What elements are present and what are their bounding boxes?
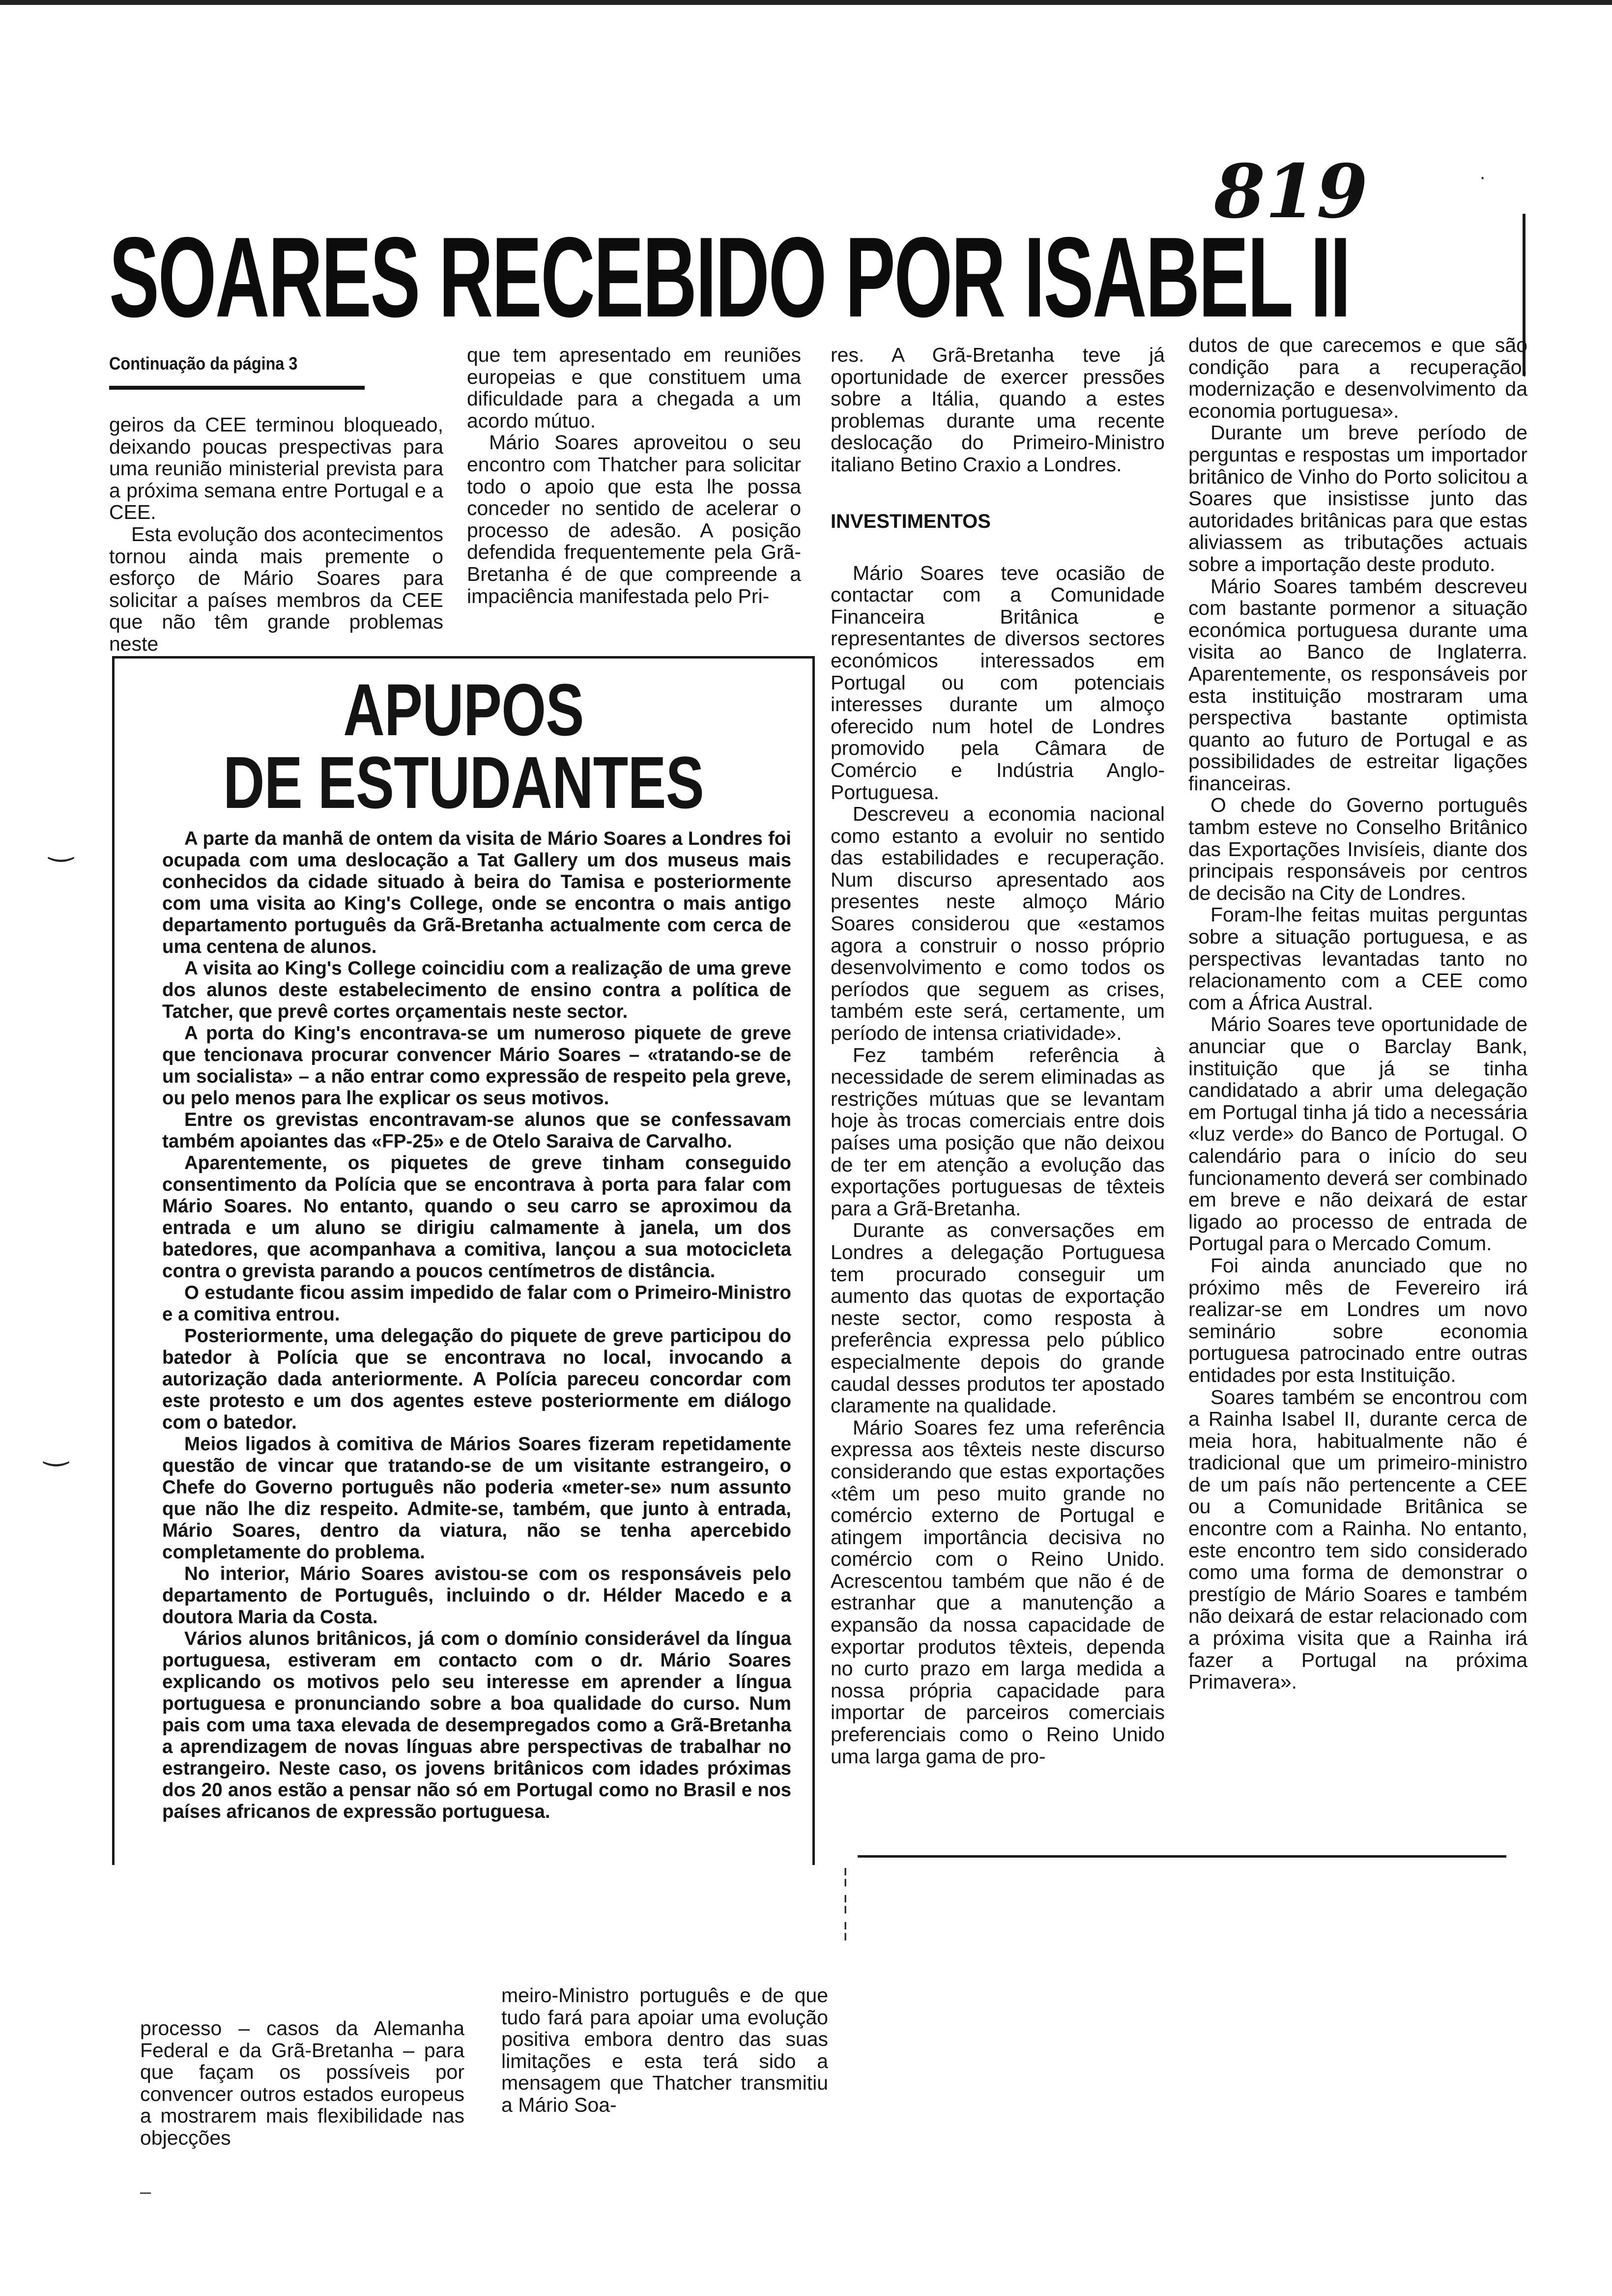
paragraph: A visita ao King's College coincidiu com a realização de uma greve dos alunos deste estabelecimento de ensino contra a política de Tatcher, que prevê cortes orçamentais neste sector. <box>162 958 791 1022</box>
paragraph: dutos de que carecemos e que são condição para a recuperação, modernização e desenvolvimento da economia portuguesa». <box>1188 334 1527 422</box>
paragraph: Durante um breve período de perguntas e respostas um importador britânico de Vinho do Porto solicitou a Soares que insistisse junto das autoridades britânicas para que estas aliviassem as tributações actuais sobre a importação deste produto. <box>1188 421 1527 575</box>
column-3 <box>831 344 1165 1767</box>
paragraph: A porta do King's encontrava-se um numeroso piquete de greve que tencionava procurar convencer Mário Soares – «tratando-se de um socialista» – a não entrar como expressão de respeito pela greve, ou pelo menos para lhe explicar os seus motivos. <box>162 1023 791 1109</box>
headline: SOARES RECEBIDO POR ISABEL II <box>109 214 1350 341</box>
paragraph: Posteriormente, uma delegação do piquete de greve participou do batedor à Polícia que se encontrava no local, invocando a autorização dada anteriormente. A Polícia pareceu concordar com este protesto e um dos agentes esteve posteriormente em diálogo com o batedor. <box>162 1325 791 1433</box>
paragraph: res. A Grã-Bretanha teve já oportunidade de exercer pressões sobre a Itália, quando a estes problemas durante uma recente deslocação do Primeiro-Ministro italiano Betino Craxio a Londres. <box>831 344 1165 476</box>
paragraph: Mário Soares teve oportunidade de anunciar que o Barclay Bank, instituição que já se tinha candidatado a abrir uma delegação em Portugal tinha já tido a necessária «luz verde» do Banco de Portugal. O calendário para o início do seu funcionamento deverá ser combinado em breve e não deixará de estar ligado ao processo de entrada de Portugal para o Mercado Comum. <box>1188 1013 1527 1255</box>
paragraph: Fez também referência à necessidade de serem eliminadas as restrições mútuas que se levantam hoje às trocas comerciais entre dois países uma posição que não deixou de ter em atenção a evolução das exportações portuguesas de têxteis para a Grã-Bretanha. <box>831 1043 1165 1220</box>
paragraph: meiro-Ministro português e de que tudo fará para apoiar uma evolução positiva embora dentro das suas limitações e esta terá sido a mensagem que Thatcher transmitiu a Mário Soa- <box>501 1984 828 2116</box>
paragraph: Soares também se encontrou com a Rainha Isabel II, durante cerca de meia hora, habitualmente não é tradicional que um primeiro-ministro de um país não pertencente a CEE ou a Comunidade Britânica se encontre com a Rainha. No entanto, este encontro tem sido considerado como uma forma de demonstrar o prestígio de Mário Soares e também não deixará de estar relacionado com a próxima visita que a Rainha irá fazer a Portugal na próxima Primavera». <box>1188 1385 1527 1693</box>
left-margin-mark: ‿ <box>44 1433 68 1466</box>
paragraph: que tem apresentado em reuniões europeias e que constituem uma dificuldade para a chegada a um acordo mútuo. <box>467 344 801 432</box>
paragraph: Durante as conversações em Londres a delegação Portuguesa tem procurado conseguir um aumento das quotas de exportação neste sector, como resposta à preferência expressa pelo público especialmente depois do grande caudal desses produtos ter apostado claramente na qualidade. <box>831 1219 1165 1417</box>
boxed-article-title <box>189 668 737 824</box>
scan-speck: · <box>1479 166 1486 188</box>
paragraph: geiros da CEE terminou bloqueado, deixando poucas prespectivas para uma reunião ministerial prevista para a próxima semana entre Portugal e a CEE. <box>109 413 443 524</box>
paragraph: No interior, Mário Soares avistou-se com os responsáveis pelo departamento de Português, incluindo o dr. Hélder Macedo e a doutora Maria da Costa. <box>162 1563 791 1628</box>
paragraph: Foi ainda anunciado que no próximo mês de Fevereiro irá realizar-se em Londres um novo seminário sobre economia portuguesa patrocinado entre outras entidades por esta Instituição. <box>1188 1254 1527 1386</box>
paragraph: Meios ligados à comitiva de Mários Soares fizeram repetidamente questão de vincar que tratando-se de um visitante estrangeiro, o Chefe do Governo português não poderia «meter-se» num assunto que não lhe diz respeito. Admite-se, também, que junto à entrada, Mário Soares, dentro da viatura, não se tenha apercebido completamente do problema. <box>162 1434 791 1563</box>
paragraph: Mário Soares fez uma referência expressa aos têxteis neste discurso considerando que estas exportações «têm um peso muito grande no comércio externo de Portugal e atingem importância decisiva no comércio com o Reino Unido. Acrescentou também que não é de estranhar que a manutenção a expansão da nossa capacidade de exportar produtos têxteis, dependa no curto prazo em larga medida a nossa própria capacidade para importar de parceiros comerciais preferenciais como o Reino Unido uma larga gama de pro- <box>831 1416 1165 1768</box>
paragraph: Mário Soares também descreveu com bastante pormenor a situação económica portuguesa durante uma visita ao Banco de Inglaterra. Aparentemente, os responsáveis por esta instituição mostraram uma perspectiva bastante optimista quanto ao futuro de Portugal e as possibilidades de estreitar ligações financeiras. <box>1188 574 1527 795</box>
boxed-article-body <box>162 828 791 1823</box>
paragraph: Aparentemente, os piquetes de greve tinham conseguido consentimento da Polícia que se encontrava à porta para falar com Mário Soares. No entanto, quando o seu carro se aproximou da entrada e um aluno se dirigiu calmamente à janela, um dos batedores, que acompanhava a comitiva, lançou a sua motocicleta contra o grevista parando a poucos centímetros de distância. <box>162 1152 791 1282</box>
paragraph: Descreveu a economia nacional como estanto a evoluir no sentido das estabilidades e recuperação. Num discurso apresentado aos presentes neste almoço Mário Soares considerou que «estamos agora a construir o nosso próprio desenvolvimento e como todos os períodos que seguem as crises, também este será, certamente, um período de intensa criatividade». <box>831 803 1165 1045</box>
column-1-bottom <box>140 2017 464 2149</box>
section-heading: INVESTIMENTOS <box>831 510 991 532</box>
side-marks: ¦ ¦ ¦ <box>843 1865 848 1941</box>
paragraph: O estudante ficou assim impedido de falar com o Primeiro-Ministro e a comitiva entrou. <box>162 1282 791 1325</box>
boxed-title-line-1: APUPOS <box>343 668 584 751</box>
scan-top-edge <box>0 0 1612 5</box>
paragraph: Vários alunos britânicos, já com o domínio considerável da língua portuguesa, estiveram em contacto com o dr. Mário Soares explicando os motivos pelo seu interesse em aprender a língua portuguesa e pronunciando sobre a boa qualidade do curso. Num pais com uma taxa elevada de desempregados como a Grã-Bretanha a aprendizagem de novas línguas abre perspectivas de trabalhar no estrangeiro. Neste caso, os jovens britânicos com idades próximas dos 20 anos estão a pensar não só em Portugal como no Brasil e nos países africanos de expressão portuguesa. <box>162 1628 791 1822</box>
column-2-bottom <box>501 1984 828 2116</box>
paragraph: A parte da manhã de ontem da visita de Mário Soares a Londres foi ocupada com uma deslocação a Tat Gallery um dos museus mais conhecidos da cidade situado à beira do Tamisa e posteriormente com uma visita ao King's College, onde se encontra o mais antigo departamento português da Grã-Bretanha actualmente com cerca de uma centena de alunos. <box>162 828 791 957</box>
paragraph: Mário Soares aproveitou o seu encontro com Thatcher para solicitar todo o apoio que esta lhe possa conceder no sentido de acelerar o processo de adesão. A posição defendida frequentemente pela Grã-Bretanha é de que compreende a impaciência manifestada pelo Pri- <box>467 431 801 607</box>
left-margin-mark: ‿ <box>49 829 73 861</box>
boxed-title-line-2: DE ESTUDANTES <box>223 741 704 824</box>
handwritten-page-number: 819 <box>1214 148 1368 235</box>
paragraph: Entre os grevistas encontravam-se alunos que se confessavam também apoiantes das «FP-25» e de Otelo Saraiva de Carvalho. <box>162 1109 791 1152</box>
column-4 <box>1188 334 1527 1693</box>
paragraph: Esta evolução dos acontecimentos tornou ainda mais premente o esforço de Mário Soares para solicitar a países membros da CEE que não têm grande problemas neste <box>109 522 443 655</box>
paragraph: Foram-lhe feitas muitas perguntas sobre a situação portuguesa, e as perspectivas levantadas tanto no relacionamento com a CEE como com a África Austral. <box>1188 903 1527 1014</box>
paragraph: Mário Soares teve ocasião de contactar com a Comunidade Financeira Britânica e representantes de diversos sectores económicos interessados em Portugal ou com potenciais interesses durante um almoço oferecido num hotel de Londres promovido pela Câmara de Comércio e Indústria Anglo-Portuguesa. <box>831 561 1165 804</box>
footer-dash: – <box>140 2181 151 2203</box>
column-2-top <box>467 344 801 607</box>
continuation-label: Continuação da página 3 <box>109 353 298 373</box>
paragraph: O chede do Governo português tambm esteve no Conselho Britânico das Exportações Invisíeis, diante dos principais responsáveis por centros de decisão na City de Londres. <box>1188 794 1527 904</box>
article-end-rule <box>858 1855 1506 1858</box>
column-1-top <box>109 414 443 655</box>
paragraph: processo – casos da Alemanha Federal e da Grã-Bretanha – para que façam os possíveis por convencer outros estados europeus a mostrarem mais flexibilidade nas objecções <box>140 2017 464 2149</box>
continuation-rule <box>109 386 365 390</box>
